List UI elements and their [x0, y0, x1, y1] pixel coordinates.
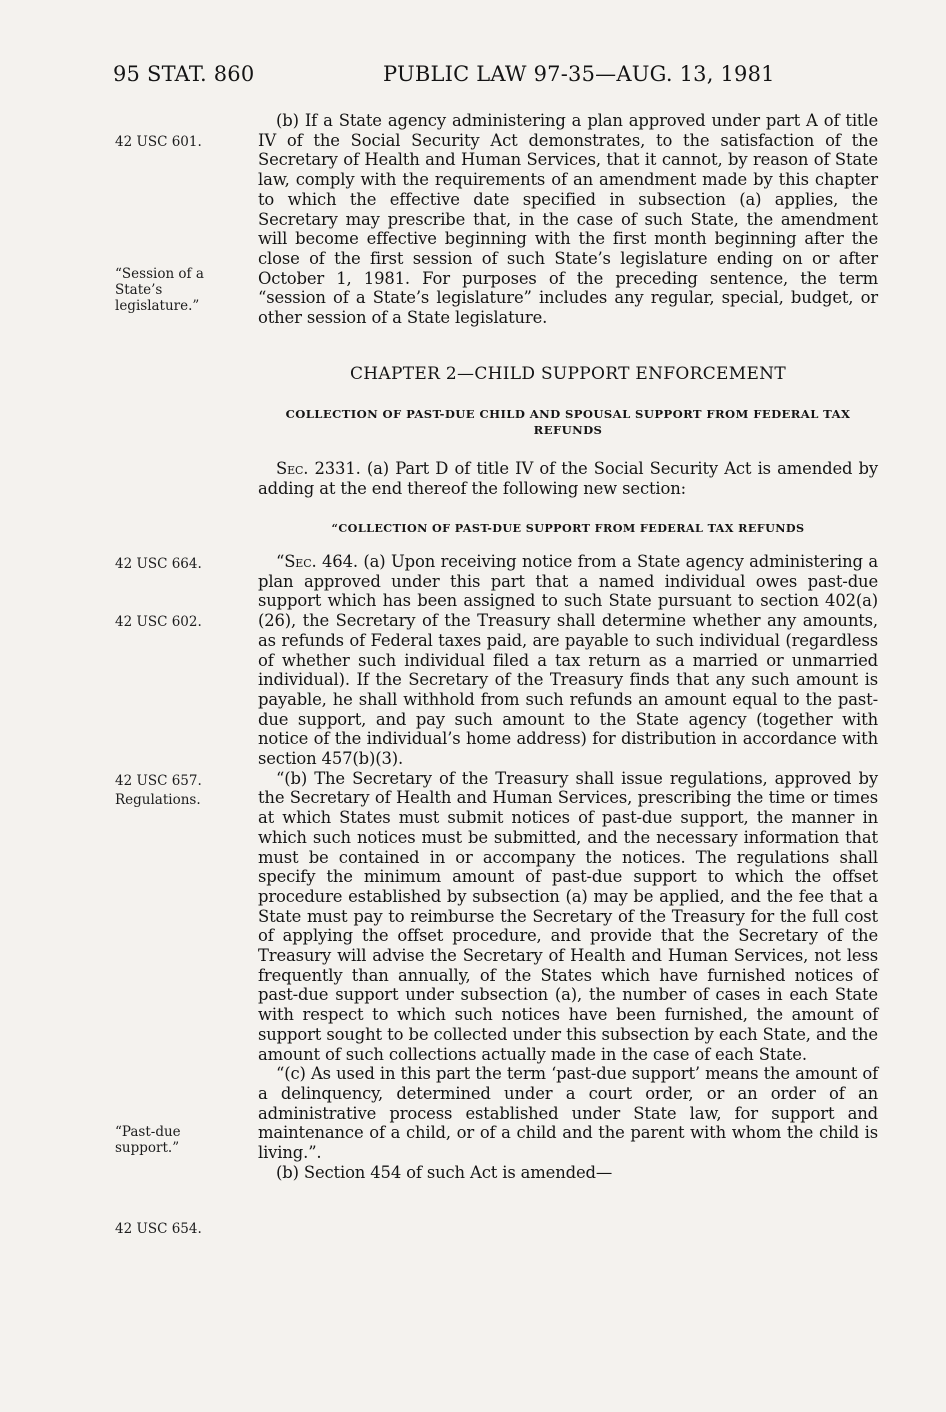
section-2331	[258, 459, 878, 498]
section-2331-text	[258, 459, 878, 498]
section-464	[258, 552, 878, 1183]
collection-heading: COLLECTION OF PAST-DUE CHILD AND SPOUSAL SUPPORT FROM FEDERAL TAX REFUNDS	[285, 407, 851, 437]
chapter-title: CHAPTER 2—CHILD SUPPORT ENFORCEMENT	[350, 364, 786, 384]
new-section-heading: “COLLECTION OF PAST-DUE SUPPORT FROM FEDERAL TAX REFUNDS	[331, 521, 805, 535]
section-454-amendment: (b) Section 454 of such Act is amended—	[276, 1162, 613, 1182]
side-note-usc-602: 42 USC 602.	[115, 614, 202, 630]
side-note-session-definition: “Session of a State’s legislature.”	[115, 266, 204, 314]
side-note-usc-654: 42 USC 654.	[115, 1221, 202, 1237]
statute-page-number: 95 STAT. 860	[113, 62, 255, 86]
side-note-regulations: Regulations.	[115, 792, 201, 808]
side-note-usc-664: 42 USC 664.	[115, 556, 202, 572]
side-note-usc-601: 42 USC 601.	[115, 134, 202, 150]
section-464b-text: “(b) The Secretary of the Treasury shall issue regulations, approved by the Secretary of Health and Human Services, prescribing the time or times at which States must submit notices of past-due support, the manner in which such notices must be submitted, and the necessary information that must be contained in or accompany the notices. The regulations shall specify the minimum amount of past-due support to which the offset procedure established by subsection (a) may be applied, and the fee that a State must pay to reimburse the Secretary of the Treasury for the full cost of applying the offset procedure, and provide that the Secretary of the Treasury will advise the Secretary of Health and Human Services, not less frequently than annually, of the States which have furnished notices of past-due support under subsection (a), the number of cases in each State with respect to which such notices have been furnished, the amount of support sought to be collected under this subsection by each State, and the amount of such collections actually made in the case of each State.	[258, 768, 878, 1064]
sec-464-label: “Sec.	[276, 552, 317, 571]
section-464c-text: “(c) As used in this part the term ‘past-due support’ means the amount of a delinquency, determined under a court order, or an order of an administrative process established under State law, for support and maintenance of a child, or of a child and the parent with whom the child is living.”.	[258, 1064, 878, 1163]
section-464a-text	[258, 552, 878, 769]
sec-2331-body: 2331. (a) Part D of title IV of the Social Security Act is amended by adding at the end thereof the following new section:	[258, 459, 878, 498]
side-note-past-due-definition: “Past-due support.”	[115, 1124, 181, 1156]
public-law-title: PUBLIC LAW 97-35—AUG. 13, 1981	[383, 62, 775, 86]
sec-464a-body: 464. (a) Upon receiving notice from a State agency administering a plan approved under this part that a named individual owes past-due support which has been assigned to such State pursuant to section 402(a)(26), the Secretary of the Treasury shall determine whether any amounts, as refunds of Federal taxes paid, are payable to such individual (regardless of whether such individual filed a tax return as a married or unmarried individual). If the Secretary of the Treasury finds that any such amount is payable, he shall withhold from such refunds an amount equal to the past-due support, and pay such amount to the State agency (together with notice of the individual’s home address) for distribution in accordance with section 457(b)(3).	[258, 552, 878, 769]
side-note-usc-657: 42 USC 657.	[115, 773, 202, 789]
sec-label: Sec.	[276, 459, 309, 478]
paragraph-b-text: (b) If a State agency administering a plan approved under part A of title IV of the Social Security Act demonstrates, to the satisfaction of the Secretary of Health and Human Services, that it cannot, by reason of State law, comply with the requirements of an amendment made by this chapter to which the effective date specified in subsection (a) applies, the Secretary may prescribe that, in the case of such State, the amendment will become effective beginning with the first month beginning after the close of the first session of such State’s legislature ending on or after October 1, 1981. For purposes of the preceding sentence, the term “session of a State’s legislature” includes any regular, special, budget, or other session of a State legislature.	[258, 111, 878, 328]
paragraph-b	[258, 111, 878, 328]
